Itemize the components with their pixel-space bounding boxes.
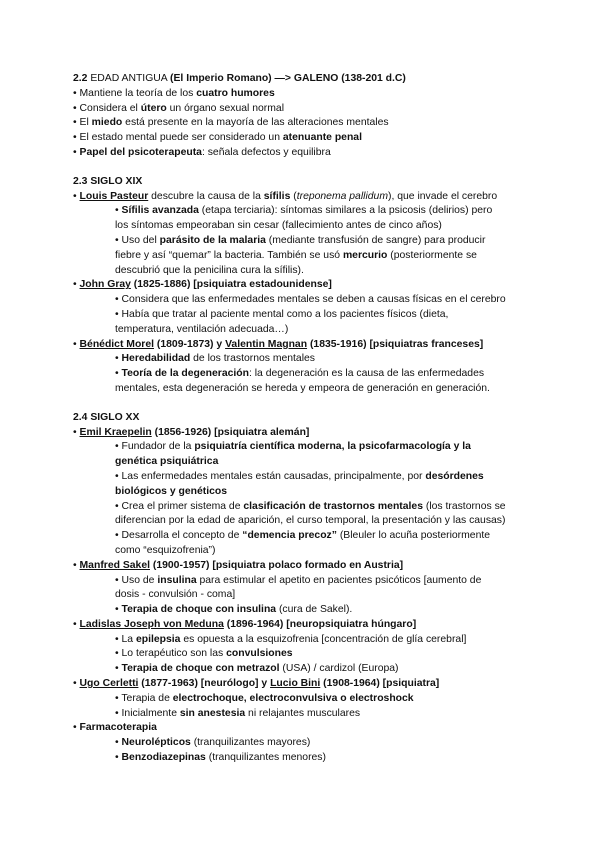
bullet-icon: • [115,500,119,512]
bullet-icon: • [73,87,77,99]
text: Considera que las enfermedades mentales se deben a causas físicas en el cerebro [121,294,506,306]
sub-list-item [73,204,533,219]
text: (etapa terciaria): síntomas similares a la psicosis (delirios) pero [198,205,493,217]
bullet-icon: • [115,368,119,380]
sub-list-item [73,470,533,485]
bold-text: sífilis [263,190,291,202]
list-item [73,721,533,736]
sub-list-item [73,633,533,648]
bold-text: atenuante penal [282,132,362,144]
person-name: Valentin Magnan [225,338,308,350]
bullet-icon: • [115,663,119,675]
bold-text: parásito de la malaria [159,234,266,246]
sub-list-item [73,529,533,544]
bullet-icon: • [73,279,77,291]
sub-list-item [73,234,533,249]
bullet-icon: • [115,707,119,719]
text: los síntomas empeoraban sin cesar (fallecimiento antes de cinco años) [115,220,442,232]
text: (los trastornos se [422,500,506,512]
bold-text: desórdenes [425,470,484,482]
bold-text: biológicos y genéticos [115,485,228,497]
person-name: Emil Kraepelin [79,426,152,438]
text: un órgano sexual normal [166,102,285,114]
heading-text: EDAD ANTIGUA [90,73,168,84]
text: está presente en la mayoría de las alteraciones mentales [122,117,389,129]
sub-list-continuation [73,323,533,338]
bullet-icon: • [73,146,77,158]
text: Uso del [121,234,160,246]
text: Había que tratar al paciente mental como a los pacientes físicos (dieta, [121,308,449,320]
text: ni relajantes musculares [245,707,361,719]
sub-list-item [73,707,533,722]
text: ), que invade el cerebro [387,190,498,202]
text: : la degeneración es la causa de las enfermedades [248,368,485,380]
bullet-icon: • [115,737,119,749]
sub-list-item [73,692,533,707]
text: (cura de Sakel). [276,604,353,616]
text: Fundador de la [121,441,195,453]
list-item [73,559,533,574]
person-name: John Gray [79,279,131,291]
text: Las enfermedades mentales están causadas, principalmente, por [121,470,426,482]
bold-text: psiquiatría científica moderna, la psicofarmacología y la [194,441,471,453]
text: descubre la causa de la [148,190,264,202]
text: Lo terapéutico son las [121,648,227,660]
bold-text: (1900-1957) [psiquiatra polaco formado en Austria] [149,559,404,571]
bullet-icon: • [115,441,119,453]
sub-list-item [73,736,533,751]
bullet-icon: • [73,559,77,571]
sub-list-continuation [73,264,533,279]
text: El [79,117,92,129]
text: Uso de [121,574,158,586]
bullet-icon: • [115,604,119,616]
bullet-icon: • [73,678,77,690]
section-2-4-heading [73,411,533,426]
text: temperatura, ventilación adecuada…) [115,323,289,335]
bold-text: insulina [157,574,197,586]
text: ( [290,190,297,202]
sub-list-continuation [73,588,533,603]
text: diferencian por la edad de aparición, el curso temporal, la presentación y las causas) [115,515,506,527]
list-item [73,102,533,117]
list-item [73,338,533,353]
bullet-icon: • [115,752,119,764]
bold-text: (1809-1873) y [154,338,226,350]
sub-list-item [73,293,533,308]
text: Crea el primer sistema de [121,500,244,512]
bullet-icon: • [73,722,77,734]
person-name: Ugo Cerletti [79,678,139,690]
bold-text: cuatro humores [196,87,275,99]
text: Terapia de [121,692,173,704]
text: (posteriormente se [387,249,477,261]
sub-list-item [73,751,533,766]
text: (tranquilizantes menores) [205,752,326,764]
sub-list-continuation [73,455,533,470]
bullet-icon: • [115,234,119,246]
text: (USA) / cardizol (Europa) [279,663,399,675]
text: Mantiene la teoría de los [79,87,197,99]
text: descubrió que la penicilina cura la sífilis). [115,264,304,276]
bold-text: (1877-1963) [neurólogo] y [138,678,271,690]
text: La [121,633,136,645]
list-item [73,131,533,146]
bullet-icon: • [73,426,77,438]
text: fiebre y así “quemar” la bacteria. También se usó [115,249,343,261]
text: para estimular el apetito en pacientes psicóticos [aumento de [196,574,482,586]
list-item [73,116,533,131]
bullet-icon: • [115,470,119,482]
bold-text: epilepsia [135,633,181,645]
sub-list-item [73,500,533,515]
bullet-icon: • [115,294,119,306]
bold-text: Sífilis avanzada [121,205,199,217]
bold-text: (1896-1964) [neuropsiquiatra húngaro] [223,618,417,630]
text: Considera el [79,102,141,114]
heading-text: 2.3 SIGLO XIX [73,175,143,187]
bold-text: mercurio [342,249,388,261]
section-number: 2.2 [73,73,88,84]
bullet-icon: • [115,692,119,704]
text: mentales, esta degeneración se hereda y empeora de generación en generación. [115,382,490,394]
sub-list-continuation [73,219,533,234]
sub-list-item [73,352,533,367]
heading-bold-text: (El Imperio Romano) —> GALENO (138-201 d.C) [170,73,406,84]
bullet-icon: • [115,648,119,660]
list-item [73,618,533,633]
list-item [73,190,533,205]
sub-list-item [73,662,533,677]
sub-list-item [73,603,533,618]
sub-list-item [73,574,533,589]
text: es opuesta a la esquizofrenia [concentración de glía cerebral] [180,633,467,645]
text: (tranquilizantes mayores) [190,737,311,749]
bold-text: (1825-1886) [psiquiatra estadounidense] [130,279,332,291]
sub-list-continuation [73,514,533,529]
bold-text: Terapia de choque con insulina [121,604,277,616]
person-name: Ladislas Joseph von Meduna [79,618,224,630]
section-2-3-heading [73,175,533,190]
bold-text: sin anestesia [179,707,246,719]
bullet-icon: • [73,102,77,114]
bullet-icon: • [73,117,77,129]
text: como “esquizofrenia”) [115,544,216,556]
section-2-2-heading [73,72,533,87]
person-name: Manfred Sakel [79,559,150,571]
document-page [73,72,533,766]
bold-text: miedo [91,117,123,129]
bold-text: Farmacoterapia [79,722,157,734]
italic-text: treponema pallidum [296,190,388,202]
bullet-icon: • [115,633,119,645]
bullet-icon: • [115,530,119,542]
text: Desarrolla el concepto de [121,530,243,542]
person-name: Lucio Bini [270,678,321,690]
text: : señala defectos y equilibra [201,146,331,158]
bold-text: Papel del psicoterapeuta [79,146,202,158]
text: de los trastornos mentales [190,353,315,365]
bullet-icon: • [115,353,119,365]
list-item [73,146,533,161]
bold-text: “demencia precoz” [242,530,337,542]
text: Inicialmente [121,707,180,719]
bold-text: electrochoque, electroconvulsiva o electroshock [172,692,414,704]
heading-text: 2.4 SIGLO XX [73,411,140,423]
bullet-icon: • [73,618,77,630]
list-item [73,87,533,102]
bold-text: Benzodiazepinas [121,752,206,764]
text: (Bleuler lo acuña posteriormente [336,530,491,542]
bullet-icon: • [73,132,77,144]
bullet-icon: • [73,190,77,202]
bullet-icon: • [115,205,119,217]
sub-list-continuation [73,382,533,397]
sub-list-item [73,647,533,662]
list-item [73,278,533,293]
sub-list-continuation [73,485,533,500]
bullet-icon: • [115,574,119,586]
sub-list-continuation [73,249,533,264]
bold-text: (1835-1916) [psiquiatras franceses] [307,338,484,350]
sub-list-item [73,440,533,455]
sub-list-continuation [73,544,533,559]
text: dosis - convulsión - coma] [115,589,236,601]
bullet-icon: • [73,338,77,350]
bold-text: (1908-1964) [psiquiatra] [320,678,440,690]
person-name: Louis Pasteur [79,190,149,202]
list-item [73,677,533,692]
bold-text: genética psiquiátrica [115,456,219,468]
list-item [73,426,533,441]
sub-list-item [73,308,533,323]
sub-list-item [73,367,533,382]
bold-text: clasificación de trastornos mentales [243,500,423,512]
bold-text: Heredabilidad [121,353,191,365]
bold-text: Neurolépticos [121,737,191,749]
bold-text: útero [140,102,167,114]
bold-text: Teoría de la degeneración [121,368,249,380]
bold-text: convulsiones [226,648,293,660]
bold-text: (1856-1926) [psiquiatra alemán] [151,426,310,438]
person-name: Bénédict Morel [79,338,155,350]
bullet-icon: • [115,308,119,320]
text: El estado mental puede ser considerado un [79,132,283,144]
text: (mediante transfusión de sangre) para producir [265,234,486,246]
bold-text: Terapia de choque con metrazol [121,663,280,675]
